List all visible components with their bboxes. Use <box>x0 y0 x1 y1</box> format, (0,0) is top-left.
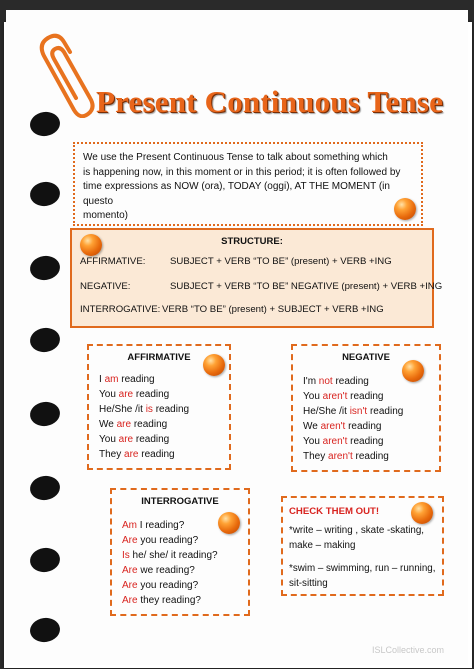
orange-ball-icon <box>218 512 240 534</box>
affirmative-line: I am reading <box>99 374 155 385</box>
orange-ball-icon <box>411 502 433 524</box>
negative-line: They aren't reading <box>303 451 389 462</box>
paper-clip-icon <box>30 28 100 118</box>
structure-row-affirmative <box>80 256 392 267</box>
interrogative-line: Is he/ she/ it reading? <box>122 550 218 561</box>
interrogative-line: Are you reading? <box>122 535 199 546</box>
affirmative-line: We are reading <box>99 419 168 430</box>
intro-line: is happening now, in this moment or in this period; it is often followed by <box>83 166 401 178</box>
intro-line: momento) <box>83 210 129 221</box>
intro-box <box>73 142 423 226</box>
structure-header: STRUCTURE: <box>221 236 283 247</box>
intro-line: We use the Present Continuous Tense to talk about something which <box>83 152 388 163</box>
orange-ball-icon <box>402 360 424 382</box>
interrogative-line: Are they reading? <box>122 595 201 606</box>
structure-label: INTERROGATIVE: <box>80 304 161 315</box>
check-line: *swim – swimming, run – running, <box>289 563 436 574</box>
structure-formula: VERB “TO BE” (present) + SUBJECT + VERB +ING <box>162 304 384 315</box>
negative-header: NEGATIVE <box>342 352 390 363</box>
interrogative-line: Are we reading? <box>122 565 195 576</box>
structure-box <box>70 228 443 328</box>
negative-line: I'm not reading <box>303 376 369 387</box>
affirmative-line: They are reading <box>99 449 175 460</box>
page-title: Present Continuous Tense <box>96 84 444 119</box>
check-line: sit-sitting <box>289 578 328 589</box>
interrogative-line: Are you reading? <box>122 580 199 591</box>
negative-line: You aren't reading <box>303 436 384 447</box>
structure-formula: SUBJECT + VERB “TO BE” NEGATIVE (present) + VERB +ING <box>170 281 443 292</box>
affirmative-line: He/She /it is reading <box>99 404 190 415</box>
check-line: *write – writing , skate -skating, <box>289 525 425 536</box>
structure-label: AFFIRMATIVE: <box>80 256 146 267</box>
negative-line: He/She /it isn't reading <box>303 406 404 417</box>
structure-row-interrogative <box>80 304 384 315</box>
orange-ball-icon <box>80 234 102 256</box>
structure-label: NEGATIVE: <box>80 281 131 292</box>
interrogative-header: INTERROGATIVE <box>141 496 219 507</box>
structure-formula: SUBJECT + VERB “TO BE” (present) + VERB +ING <box>170 256 392 267</box>
affirmative-line: You are reading <box>99 434 170 445</box>
negative-line: You aren't reading <box>303 391 384 402</box>
structure-row-negative <box>80 281 442 292</box>
interrogative-box <box>110 488 250 616</box>
orange-ball-icon <box>203 354 225 376</box>
check-spacer <box>289 553 436 561</box>
check-title: CHECK THEM OUT! <box>289 506 380 517</box>
affirmative-line: You are reading <box>99 389 170 400</box>
intro-line: time expressions as NOW (ora), TODAY (oggi), AT THE MOMENT (in questo <box>83 181 390 207</box>
affirmative-header: AFFIRMATIVE <box>127 352 191 363</box>
watermark: ISLCollective.com <box>371 645 444 655</box>
check-line: make – making <box>289 540 356 551</box>
interrogative-line: Am I reading? <box>122 520 185 531</box>
orange-ball-icon <box>394 198 416 220</box>
negative-line: We aren't reading <box>303 421 382 432</box>
